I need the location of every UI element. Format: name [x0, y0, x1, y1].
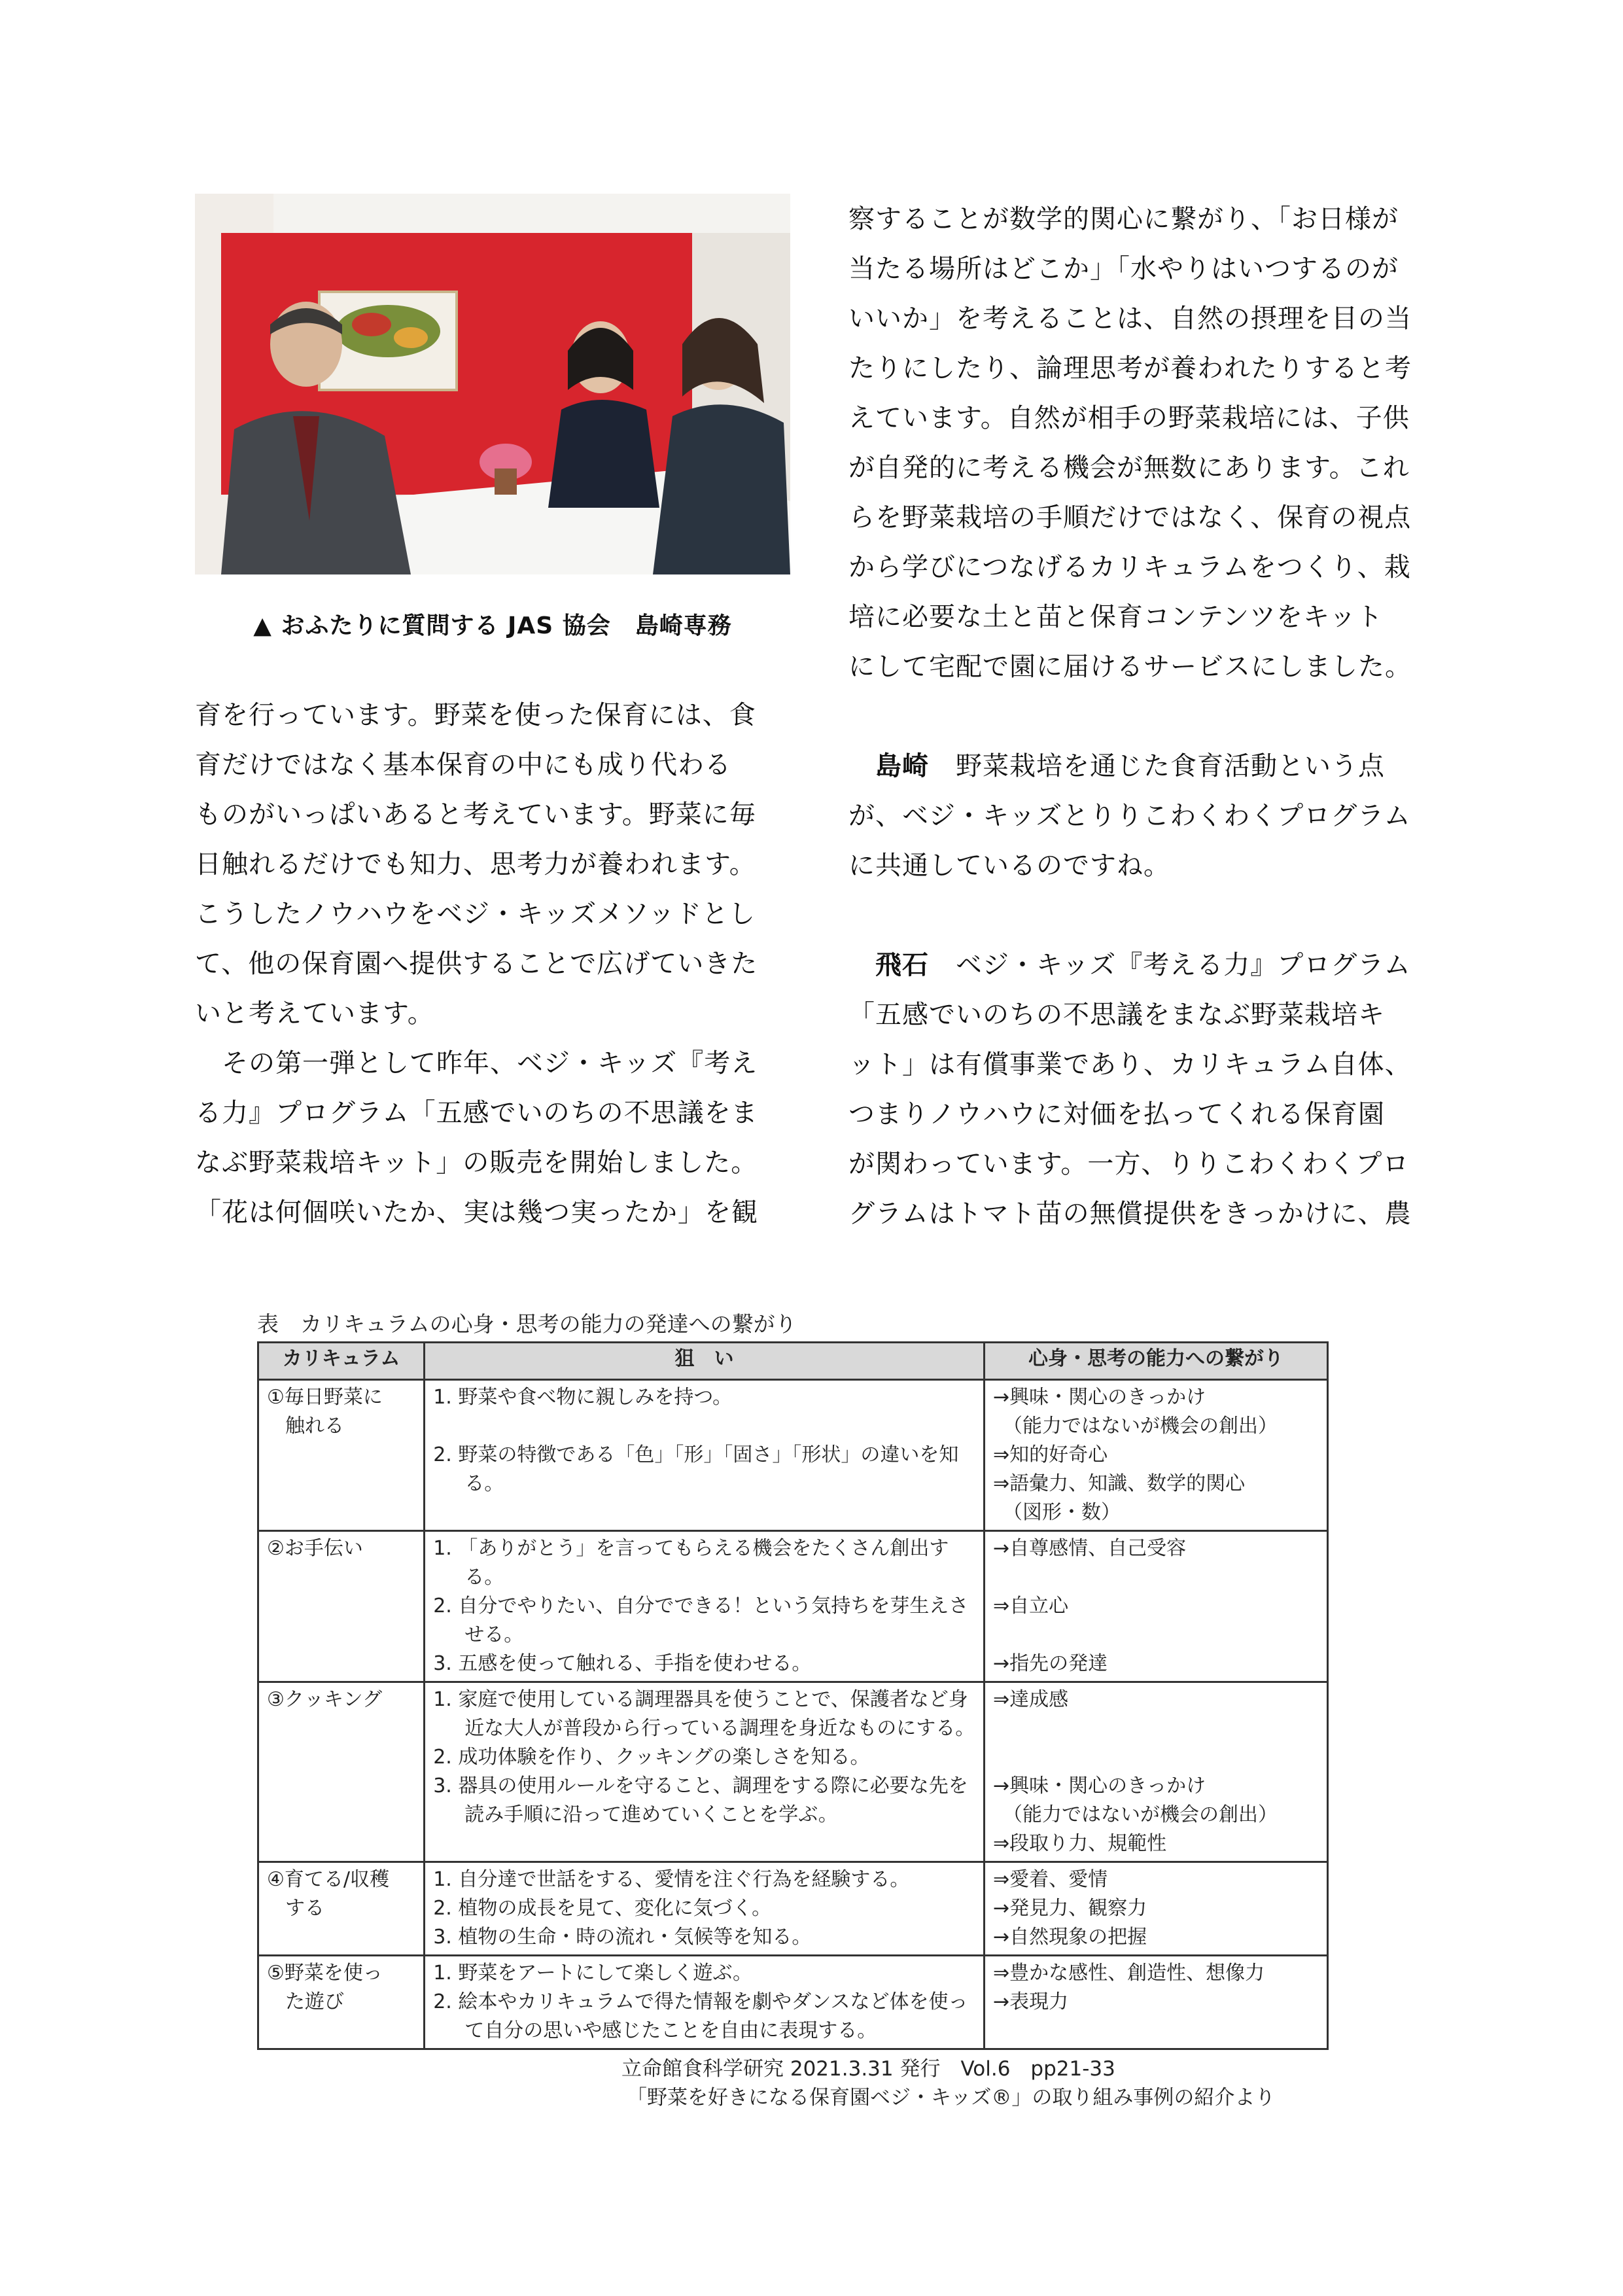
curriculum-text: する: [285, 1897, 324, 1920]
aim-item: 1. 家庭で使用している調理器具を使うことで、保護者など身近な大人が普段から行っている調理を身近なものにする。: [433, 1688, 975, 1740]
connection-item: （能力ではないが機会の創出）: [993, 1415, 1278, 1438]
connection-item: ⇒段取り力、規範性: [993, 1832, 1167, 1855]
aim-item: 1. 野菜や食べ物に親しみを持つ。: [433, 1386, 733, 1409]
table-row: [258, 1862, 1328, 1956]
aims-cell: [425, 1682, 985, 1862]
connection-item: ⇒知的好奇心: [993, 1443, 1108, 1466]
curriculum-text: ⑤野菜を使っ: [267, 1962, 383, 1985]
text-line: らを野菜栽培の手順だけではなく、保育の視点: [848, 503, 1412, 533]
connection-item: →発見力、観察力: [993, 1897, 1147, 1920]
speaker-name: 飛石: [875, 949, 929, 980]
connection-item: ⇒愛着、愛情: [993, 1868, 1108, 1891]
curriculum-cell: [258, 1956, 425, 2049]
connections-cell: [985, 1862, 1328, 1956]
aim-item: 2. 自分でやりたい、自分でできる！という気持ちを芽生えさせる。: [433, 1595, 969, 1646]
connection-item: ⇒豊かな感性、創造性、想像力: [993, 1962, 1265, 1985]
curriculum-table: [257, 1341, 1329, 2050]
right-column-text: [848, 194, 1444, 1239]
photo-caption: ▲ おふたりに質問する JAS 協会 島崎専務: [253, 612, 732, 639]
text-line: いいか」を考えることは、自然の摂理を目の当: [848, 304, 1412, 334]
text-line: から学びにつなげるカリキュラムをつくり、栽: [848, 552, 1411, 582]
text-line: に共通しているのですね。: [848, 851, 1170, 881]
table-row: [258, 1531, 1328, 1682]
text-line: が自発的に考える機会が無数にあります。これ: [848, 453, 1410, 483]
connection-item: ⇒語彙力、知識、数学的関心: [993, 1472, 1246, 1495]
aims-cell: [425, 1956, 985, 2049]
source-footnote: 立命館食科学研究 2021.3.31 発行 Vol.6 pp21-33: [621, 2057, 1115, 2081]
table-row: [258, 1956, 1328, 2049]
connections-cell: [985, 1380, 1328, 1531]
aim-item: 2. 成功体験を作り、クッキングの楽しさを知る。: [433, 1746, 870, 1769]
text-line: えています。自然が相手の野菜栽培には、子供: [848, 403, 1410, 433]
aim-item: 3. 五感を使って触れる、手指を使わせる。: [433, 1652, 812, 1675]
connection-item: （図形・数）: [993, 1501, 1121, 1524]
text-line: 日触れるだけでも知力、思考力が養われます。: [195, 849, 756, 879]
connections-cell: [985, 1682, 1328, 1862]
connection-item: →自然現象の把握: [993, 1926, 1147, 1949]
text-line: 「五感でいのちの不思議をまなぶ野菜栽培キ: [848, 1000, 1385, 1030]
text-line: 「花は何個咲いたか、実は幾つ実ったか」を観: [195, 1197, 758, 1227]
aims-cell: [425, 1862, 985, 1956]
aim-item: 2. 植物の成長を見て、変化に気づく。: [433, 1897, 772, 1920]
aim-item: 3. 器具の使用ルールを守ること、調理をする際に必要な先を読み手順に沿って進めていくことを学ぶ。: [433, 1775, 968, 1826]
text-line: こうしたノウハウをベジ・キッズメソッドとし: [195, 899, 756, 929]
connections-cell: [985, 1956, 1328, 2049]
curriculum-text: 触れる: [285, 1415, 344, 1438]
table-header-row: [258, 1343, 1328, 1380]
curriculum-cell: [258, 1862, 425, 1956]
speaker-text: ベジ・キッズ『考える力』プログラム: [929, 950, 1411, 980]
aim-item: 3. 植物の生命・時の流れ・気候等を知る。: [433, 1926, 812, 1949]
connection-item: →指先の発達: [993, 1652, 1108, 1675]
aims-cell: [425, 1531, 985, 1682]
text-line: 当たる場所はどこか」「水やりはいつするのが: [848, 254, 1399, 284]
connection-item: →興味・関心のきっかけ: [993, 1386, 1206, 1409]
text-line: ものがいっぱいあると考えています。野菜に毎: [195, 800, 756, 830]
curriculum-text: ④育てる/収穫: [267, 1868, 390, 1891]
text-line: たりにしたり、論理思考が養われたりすると考: [848, 353, 1412, 383]
aim-item: 2. 野菜の特徴である「色」「形」「固さ」「形状」の違いを知る。: [433, 1443, 959, 1495]
text-line: る力』プログラム「五感でいのちの不思議をま: [195, 1098, 758, 1128]
aim-item: 2. 絵本やカリキュラムで得た情報を劇やダンスなど体を使って自分の思いや感じたことを自由に表現する。: [433, 1990, 968, 2042]
curriculum-cell: [258, 1531, 425, 1682]
text-line: その第一弾として昨年、ベジ・キッズ『考え: [195, 1048, 758, 1078]
table-title: 表 カリキュラムの心身・思考の能力の発達への繋がり: [257, 1311, 797, 1337]
text-line: て、他の保育園へ提供することで広げていきた: [195, 949, 758, 979]
curriculum-text: ②お手伝い: [267, 1537, 363, 1560]
text-line: が、ベジ・キッズとりりこわくわくプログラム: [848, 801, 1411, 831]
text-line: いと考えています。: [195, 998, 434, 1029]
connection-item: →興味・関心のきっかけ: [993, 1775, 1206, 1797]
connection-item: ⇒自立心: [993, 1595, 1069, 1617]
aim-item: 1. 野菜をアートにして楽しく遊ぶ。: [433, 1962, 753, 1985]
curriculum-text: ③クッキング: [267, 1688, 382, 1711]
curriculum-cell: [258, 1380, 425, 1531]
curriculum-cell: [258, 1682, 425, 1862]
speaker-name: 島崎: [875, 751, 929, 781]
text-line: なぶ野菜栽培キット」の販売を開始しました。: [195, 1148, 758, 1178]
text-line: [848, 741, 1444, 791]
header-connections: 心身・思考の能力への繋がり: [985, 1343, 1328, 1380]
header-curriculum: カリキュラム: [258, 1343, 425, 1380]
connection-item: →表現力: [993, 1990, 1069, 2013]
header-aims: 狙 い: [425, 1343, 985, 1380]
connection-item: →自尊感情、自己受容: [993, 1537, 1187, 1560]
connection-item: ⇒達成感: [993, 1688, 1069, 1711]
text-line: [848, 940, 1444, 990]
interview-photo: [195, 194, 790, 574]
text-line: 育を行っています。野菜を使った保育には、食: [195, 700, 756, 730]
connection-item: （能力ではないが機会の創出）: [993, 1803, 1278, 1826]
connections-cell: [985, 1531, 1328, 1682]
curriculum-text: ①毎日野菜に: [267, 1386, 383, 1409]
aim-item: 1. 「ありがとう」を言ってもらえる機会をたくさん創出する。: [433, 1537, 949, 1589]
left-column-text: [195, 690, 790, 1237]
text-line: にして宅配で園に届けるサービスにしました。: [848, 652, 1412, 682]
text-line: 察することが数学的関心に繋がり、「お日様が: [848, 204, 1399, 234]
text-line: つまりノウハウに対価を払ってくれる保育園: [848, 1099, 1385, 1129]
source-footnote-title: 「野菜を好きになる保育園ベジ・キッズ®」の取り組み事例の紹介より: [627, 2086, 1276, 2110]
curriculum-text: た遊び: [285, 1990, 344, 2013]
text-line: が関わっています。一方、りりこわくわくプロ: [848, 1149, 1410, 1179]
text-line: ット」は有償事業であり、カリキュラム自体、: [848, 1050, 1412, 1080]
aim-item: 1. 自分達で世話をする、愛情を注ぐ行為を経験する。: [433, 1868, 910, 1891]
aims-cell: [425, 1380, 985, 1531]
table-row: [258, 1682, 1328, 1862]
text-line: 育だけではなく基本保育の中にも成り代わる: [195, 750, 731, 780]
table-row: [258, 1380, 1328, 1531]
text-line: 培に必要な土と苗と保育コンテンツをキット: [848, 602, 1384, 632]
text-line: グラムはトマト苗の無償提供をきっかけに、農: [848, 1199, 1412, 1229]
speaker-text: 野菜栽培を通じた食育活動という点: [929, 751, 1385, 781]
